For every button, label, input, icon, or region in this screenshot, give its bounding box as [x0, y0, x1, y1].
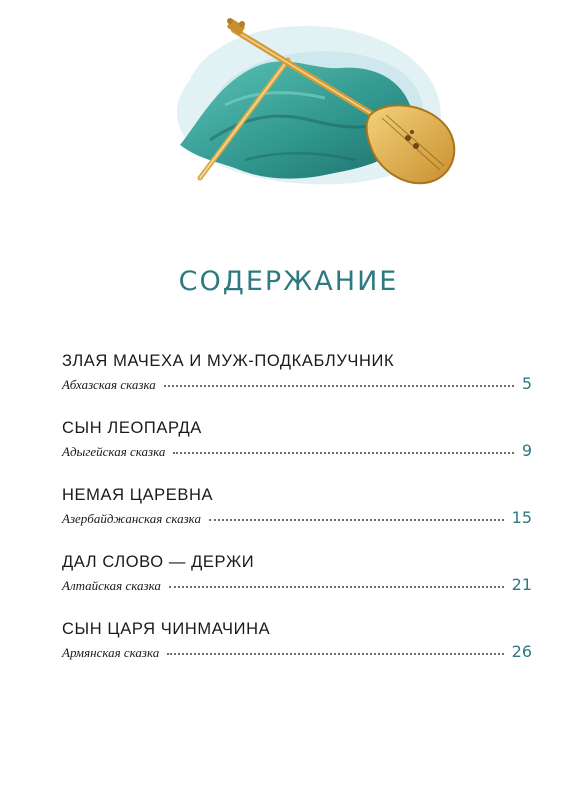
entry-line — [62, 509, 532, 528]
toc-entry[interactable] — [62, 484, 532, 551]
entry-subtitle: Абхазская сказка — [62, 377, 156, 392]
entry-line — [62, 375, 532, 394]
entry-title: СЫН ЦАРЯ ЧИНМАЧИНА — [62, 620, 271, 638]
toc-entry[interactable] — [62, 417, 532, 484]
toc-entry[interactable] — [62, 551, 532, 618]
dot-leader — [164, 385, 514, 387]
table-of-contents — [62, 350, 532, 685]
toc-entry[interactable] — [62, 618, 532, 685]
entry-subtitle: Азербайджанская сказка — [62, 511, 201, 526]
entry-subtitle: Адыгейская сказка — [62, 444, 166, 459]
page-number: 5 — [521, 374, 532, 393]
dot-leader — [173, 452, 513, 454]
page-number: 9 — [521, 441, 532, 460]
page-number: 15 — [511, 508, 532, 527]
entry-subtitle: Алтайская сказка — [62, 578, 161, 593]
entry-line — [62, 442, 532, 461]
instrument-illustration-icon — [150, 10, 470, 200]
entry-line — [62, 643, 532, 662]
dot-leader — [169, 586, 504, 588]
entry-title: ДАЛ СЛОВО — ДЕРЖИ — [62, 553, 255, 571]
entry-title: СЫН ЛЕОПАРДА — [62, 419, 202, 437]
entry-title: НЕМАЯ ЦАРЕВНА — [62, 486, 214, 504]
toc-entry[interactable] — [62, 350, 532, 417]
dot-leader — [209, 519, 504, 521]
page-number: 26 — [511, 642, 532, 661]
page-title: СОДЕРЖАНИЕ — [178, 266, 399, 297]
dot-leader — [167, 653, 503, 655]
entry-subtitle: Армянская сказка — [62, 645, 160, 660]
page-number: 21 — [511, 575, 532, 594]
entry-title: ЗЛАЯ МАЧЕХА И МУЖ-ПОДКАБЛУЧНИК — [62, 352, 395, 370]
entry-line — [62, 576, 532, 595]
